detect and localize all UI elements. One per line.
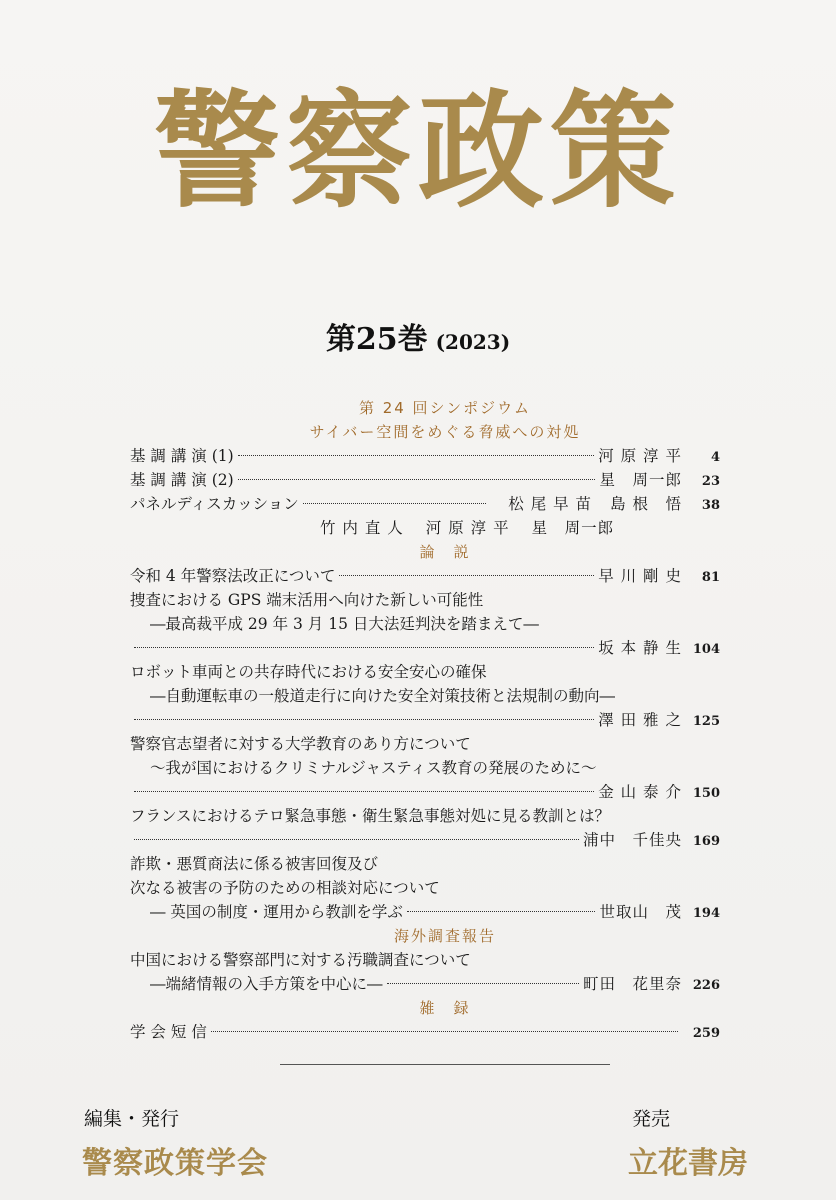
entry-page: 194 <box>692 906 720 921</box>
leader-dots <box>407 911 596 912</box>
entry-page: 81 <box>701 570 720 585</box>
panel-author: 島 根 悟 <box>610 495 682 513</box>
entry-page: 259 <box>692 1026 720 1041</box>
entry-page: 4 <box>710 450 720 465</box>
entry-page: 23 <box>701 474 720 489</box>
entry-title: 学 会 短 信 <box>130 1023 207 1041</box>
entry-title: 基 調 講 演 (1) <box>130 447 234 465</box>
entry-author: 河 原 淳 平 <box>598 447 682 465</box>
section-heading-ronsetsu: 論 説 <box>419 543 471 561</box>
entry-title: 中国における警察部門に対する汚職調査について <box>130 951 471 969</box>
entry-subtitle: ―自動運転車の一般道走行に向けた安全対策技術と法規制の動向― <box>150 687 616 705</box>
entry-title: フランスにおけるテロ緊急事態・衛生緊急事態対処に見る教訓とは？ <box>130 807 611 825</box>
entry-title: ロボット車両との共存時代における安全安心の確保 <box>130 663 487 681</box>
leader-dots <box>134 647 594 648</box>
entry-author: 早 川 剛 史 <box>598 567 682 585</box>
toc-entry <box>130 1020 720 1044</box>
entry-title: 詐欺・悪質商法に係る被害回復及び <box>130 855 379 873</box>
section-heading-kaigai: 海外調査報告 <box>393 927 496 945</box>
symposium-heading: 第 24 回シンポジウム <box>358 399 532 417</box>
entry-title: 捜査における GPS 端末活用へ向けた新しい可能性 <box>130 591 484 609</box>
leader-dots <box>134 839 579 840</box>
leader-dots <box>303 503 486 504</box>
volume-number: 第25巻 <box>325 322 428 357</box>
leader-dots <box>211 1031 678 1032</box>
entry-author: 浦中 千佳央 <box>582 831 682 849</box>
toc-entry-author-line <box>130 780 720 804</box>
panel-author: 星 周一郎 <box>531 519 615 537</box>
entry-subtitle: ～我が国におけるクリミナルジャスティス教育の発展のために～ <box>150 759 597 777</box>
section-heading-zatsuroku: 雑 録 <box>419 999 471 1017</box>
leader-dots <box>339 575 594 576</box>
journal-title: 警察政策 <box>154 77 682 225</box>
panel-author: 河 原 淳 平 <box>425 519 510 537</box>
panel-author: 松 尾 早 苗 <box>508 495 593 513</box>
entry-subtitle: ― 英国の制度・運用から教訓を学ぶ <box>150 903 403 921</box>
toc-entry <box>130 468 720 492</box>
entry-page: 104 <box>692 642 720 657</box>
entry-page: 169 <box>692 834 720 849</box>
toc-entry <box>130 444 720 468</box>
entry-title: 基 調 講 演 (2) <box>130 471 234 489</box>
publisher-name: 立花書房 <box>628 1146 748 1181</box>
publisher-label: 発売 <box>632 1108 671 1130</box>
toc-entry-author-line <box>130 636 720 660</box>
volume-year: (2023) <box>435 330 511 354</box>
leader-dots <box>134 719 594 720</box>
entry-title: パネルディスカッション <box>130 495 299 513</box>
entry-author: 町田 花里奈 <box>582 975 682 993</box>
symposium-subtitle: サイバー空間をめぐる脅威への対処 <box>309 423 581 441</box>
entry-subtitle: ―最高裁平成 29 年 3 月 15 日大法廷判決を踏まえて― <box>150 615 539 633</box>
panel-author: 竹 内 直 人 <box>320 519 404 537</box>
entry-author: 澤 田 雅 之 <box>598 711 682 729</box>
entry-title-line2: 次なる被害の予防のための相談対応について <box>130 879 440 897</box>
table-of-contents <box>130 396 720 1044</box>
entry-page: 125 <box>692 714 720 729</box>
entry-author: 世取山 茂 <box>599 903 682 921</box>
divider-line <box>280 1064 610 1065</box>
entry-page: 38 <box>701 498 720 513</box>
toc-entry-panel <box>130 492 720 516</box>
entry-author: 金 山 泰 介 <box>598 783 682 801</box>
leader-dots <box>238 479 596 480</box>
entry-author: 坂 本 静 生 <box>598 639 682 657</box>
editor-label: 編集・発行 <box>84 1108 180 1130</box>
entry-title: 令和 4 年警察法改正について <box>130 567 336 585</box>
volume-line <box>0 314 836 358</box>
entry-page: 150 <box>692 786 720 801</box>
toc-entry-author-line <box>130 708 720 732</box>
toc-entry-author-line <box>130 828 720 852</box>
leader-dots <box>134 791 594 792</box>
leader-dots <box>238 455 595 456</box>
toc-entry <box>130 972 720 996</box>
toc-entry <box>130 564 720 588</box>
entry-page: 226 <box>692 978 720 993</box>
entry-title: 警察官志望者に対する大学教育のあり方について <box>130 735 471 753</box>
entry-subtitle: ―端緒情報の入手方策を中心に― <box>150 975 383 993</box>
entry-author: 星 周一郎 <box>599 471 682 489</box>
toc-entry <box>130 900 720 924</box>
editor-name: 警察政策学会 <box>82 1146 268 1181</box>
panel-authors <box>490 492 682 516</box>
panel-authors-line2 <box>130 516 720 540</box>
leader-dots <box>387 983 579 984</box>
